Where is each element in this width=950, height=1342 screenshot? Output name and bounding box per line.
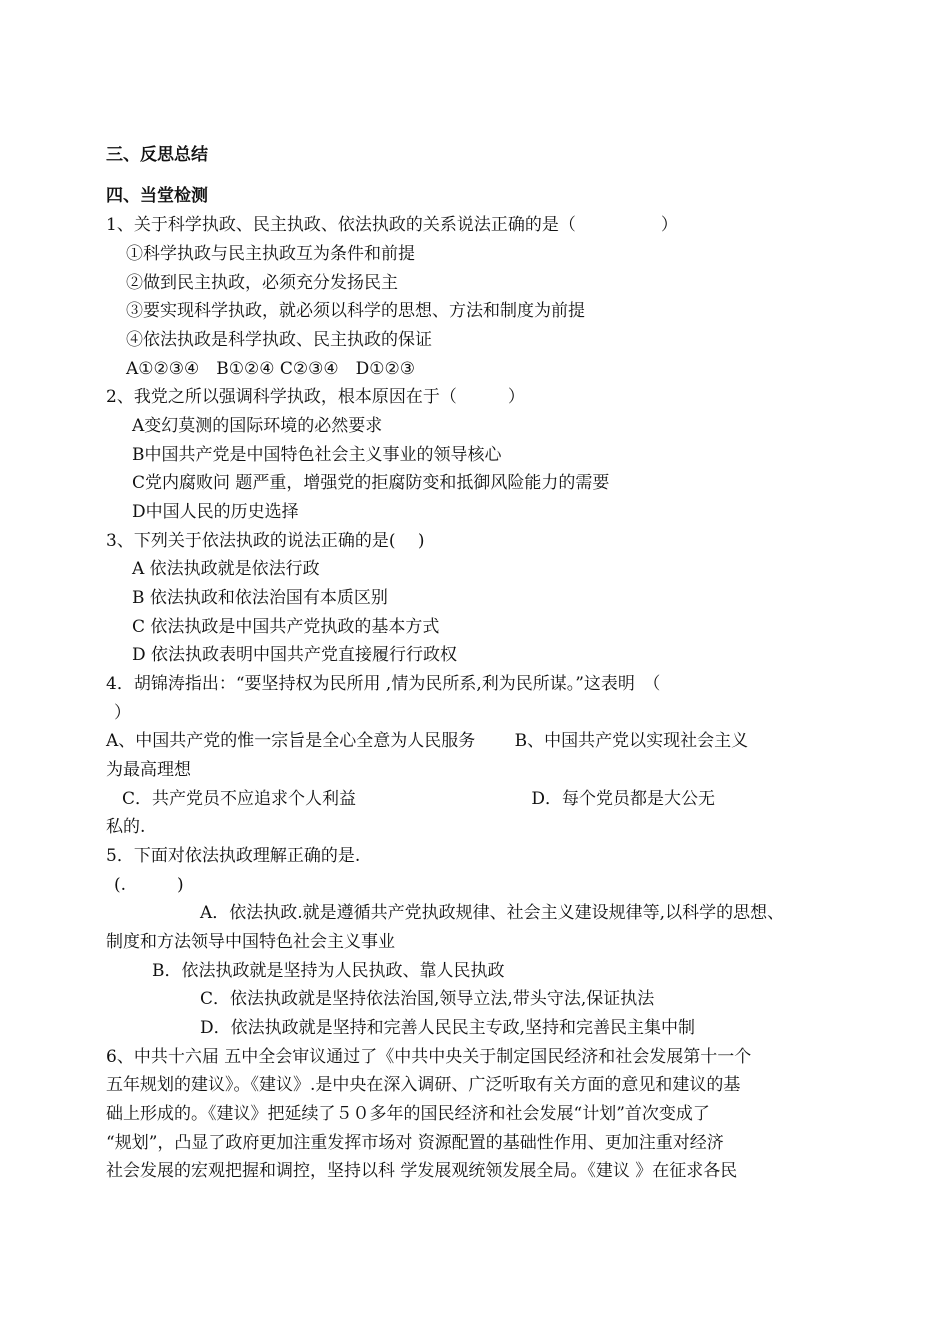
section-title-reflection: 三、反思总结: [106, 145, 208, 165]
question-5-option-a: A．依法执政.就是遵循共产党执政规律、社会主义建设规律等,以科学的思想、: [200, 903, 785, 923]
question-5-option-b: B．依法执政就是坚持为人民执政、靠人民执政: [152, 961, 505, 981]
question-5-stem: 5．下面对依法执政理解正确的是.: [106, 846, 361, 866]
question-3-option: D 依法执政表明中国共产党直接履行行政权: [132, 645, 458, 665]
question-1-stem: 1、关于科学执政、民主执政、依法执政的关系说法正确的是（ ）: [106, 215, 678, 235]
question-4-options-ab: A、中国共产党的惟一宗旨是全心全意为人民服务 B、中国共产党以实现社会主义: [106, 731, 749, 751]
question-2-option: D中国人民的历史选择: [132, 502, 299, 522]
question-1-item: ③要实现科学执政，就必须以科学的思想、方法和制度为前提: [126, 301, 585, 321]
question-4-stem-cont: ）: [114, 703, 131, 723]
question-6-text: “规划”，凸显了政府更加注重发挥市场对 资源配置的基础性作用、更加注重对经济: [106, 1133, 724, 1153]
question-1-item: ①科学执政与民主执政互为条件和前提: [126, 244, 415, 264]
question-2-option: A变幻莫测的国际环境的必然要求: [132, 416, 383, 436]
question-3-stem: 3、下列关于依法执政的说法正确的是( ): [106, 531, 425, 551]
question-2-option: B中国共产党是中国特色社会主义事业的领导核心: [132, 445, 502, 465]
question-4-stem: 4．胡锦涛指出：“要坚持权为民所用 ,情为民所系,利为民所谋。”这表明 （: [106, 674, 661, 694]
question-6-text: 6、中共十六届 五中全会审议通过了《中共中央关于制定国民经济和社会发展第十一个: [106, 1047, 752, 1067]
question-1-item: ②做到民主执政，必须充分发扬民主: [126, 273, 398, 293]
question-2-option: C党内腐败问 题严重，增强党的拒腐防变和抵御风险能力的需要: [132, 473, 610, 493]
section-title-test: 四、当堂检测: [106, 186, 208, 206]
question-5-option-d: D．依法执政就是坚持和完善人民民主专政,坚持和完善民主集中制: [200, 1018, 696, 1038]
question-4-options-cd: C．共产党员不应追求个人利益 D．每个党员都是大公无: [122, 789, 716, 809]
question-5-option-a-cont: 制度和方法领导中国特色社会主义事业: [106, 932, 395, 952]
question-1-options: A①②③④ B①②④ C②③④ D①②③: [126, 359, 415, 379]
question-5-option-c: C．依法执政就是坚持依法治国,领导立法,带头守法,保证执法: [200, 989, 655, 1009]
question-6-text: 五年规划的建议》。《建议》.是中央在深入调研、广泛听取有关方面的意见和建议的基: [106, 1075, 741, 1095]
question-6-text: 础上形成的。《建议》把延续了５０多年的国民经济和社会发展“计划”首次变成了: [106, 1104, 710, 1124]
question-5-answer-paren: (. ): [114, 875, 184, 895]
question-3-option: C 依法执政是中国共产党执政的基本方式: [132, 617, 440, 637]
question-4-options-ab-cont: 为最高理想: [106, 760, 191, 780]
question-6-text: 社会发展的宏观把握和调控，坚持以科 学发展观统领发展全局。《建议 》在征求各民: [106, 1161, 738, 1181]
question-4-options-cd-cont: 私的.: [106, 817, 146, 837]
question-3-option: A 依法执政就是依法行政: [132, 559, 320, 579]
question-2-stem: 2、我党之所以强调科学执政，根本原因在于（ ）: [106, 387, 525, 407]
question-3-option: B 依法执政和依法治国有本质区别: [132, 588, 388, 608]
question-1-item: ④依法执政是科学执政、民主执政的保证: [126, 330, 432, 350]
